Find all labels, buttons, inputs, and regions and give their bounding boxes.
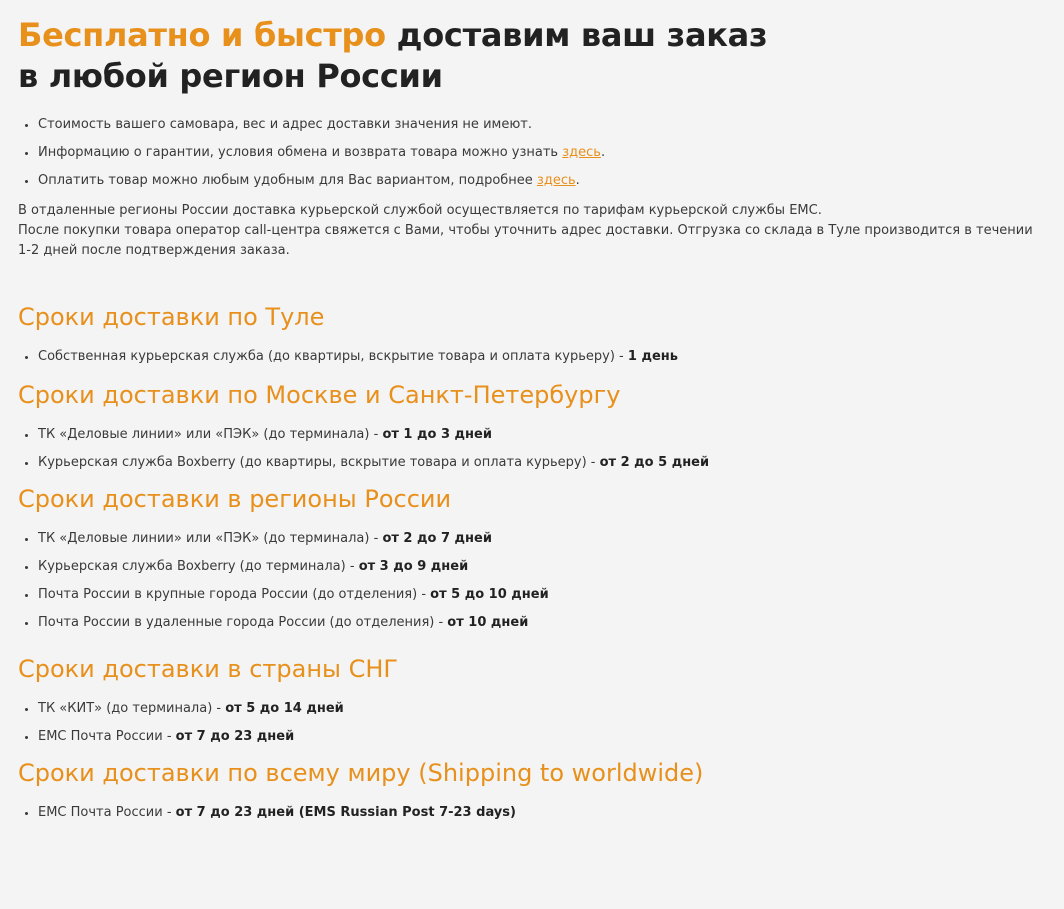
delivery-sections xyxy=(18,302,1046,821)
section-title: Сроки доставки в регионы России xyxy=(18,485,452,513)
delivery-method: Почта России в крупные города России (до отделения) - xyxy=(38,587,431,602)
delivery-term: от 7 до 23 дней (EMS Russian Post 7-23 days) xyxy=(175,805,516,820)
delivery-term: от 5 до 10 дней xyxy=(430,587,549,602)
section-title: Сроки доставки по Москве и Санкт-Петербургу xyxy=(18,381,621,409)
intro-list xyxy=(18,117,1046,189)
delivery-method: ТК «КИТ» (до терминала) - xyxy=(38,701,226,716)
delivery-term: от 7 до 23 дней xyxy=(175,729,295,744)
title-accent: Бесплатно и быстро xyxy=(18,16,386,54)
section-title: Сроки доставки по Туле xyxy=(18,303,325,331)
delivery-method: Курьерская служба Boxberry (до терминала) - xyxy=(38,559,359,574)
delivery-item xyxy=(38,349,1046,365)
intro-item: • Стоимость вашего самовара, вес и адрес доставки значения не имеют. xyxy=(38,117,1046,133)
delivery-item xyxy=(38,729,1046,745)
delivery-item xyxy=(38,701,1046,717)
delivery-item xyxy=(38,587,1046,603)
delivery-method: Собственная курьерская служба (до квартиры, вскрытие товара и оплата курьеру) - xyxy=(38,349,628,364)
delivery-item xyxy=(38,805,1046,821)
section-list xyxy=(18,805,1046,821)
section-title: Сроки доставки по всему миру (Shipping to worldwide) xyxy=(18,759,704,787)
delivery-method: ЕМС Почта России - xyxy=(38,805,176,820)
title-line2: в любой регион России xyxy=(18,57,443,95)
delivery-method: ТК «Деловые линии» или «ПЭК» (до терминала) - xyxy=(38,427,383,442)
section-title: Сроки доставки в страны СНГ xyxy=(18,655,399,683)
delivery-item xyxy=(38,615,1046,631)
warranty-link[interactable]: здесь xyxy=(562,145,601,160)
delivery-method: ЕМС Почта России - xyxy=(38,729,176,744)
intro-item: • Информацию о гарантии, условия обмена и возврата товара можно узнать здесь. xyxy=(38,145,1046,161)
delivery-item xyxy=(38,559,1046,575)
section-list xyxy=(18,349,1046,365)
intro-item: • Оплатить товар можно любым удобным для Вас вариантом, подробнее здесь. xyxy=(38,173,1046,189)
delivery-item xyxy=(38,455,1046,471)
delivery-term: 1 день xyxy=(627,349,678,364)
payment-link[interactable]: здесь xyxy=(536,173,576,188)
delivery-method: Курьерская служба Boxberry (до квартиры, вскрытие товара и оплата курьеру) - xyxy=(38,455,600,470)
section-list xyxy=(18,701,1046,745)
title-rest: доставим ваш заказ xyxy=(385,16,768,54)
delivery-term: от 2 до 5 дней xyxy=(599,455,710,470)
delivery-item xyxy=(38,531,1046,547)
delivery-method: ТК «Деловые линии» или «ПЭК» (до терминала) - xyxy=(38,531,383,546)
delivery-method: Почта России в удаленные города России (до отделения) - xyxy=(38,615,448,630)
delivery-term: от 1 до 3 дней xyxy=(382,427,492,442)
paragraph-ems: В отдаленные регионы России доставка курьерской службой осуществляется по тарифам курьерской службы ЕМС. xyxy=(18,203,822,218)
delivery-term: от 3 до 9 дней xyxy=(358,559,469,574)
page-title xyxy=(18,0,1046,97)
delivery-term: от 2 до 7 дней xyxy=(382,531,492,546)
delivery-item xyxy=(38,427,1046,443)
paragraph-callcenter: После покупки товара оператор call-центра свяжется с Вами, чтобы уточнить адрес доставки. Отгрузка со склада в Туле производится в течении 1-2 дней после подтверждения заказа. xyxy=(18,223,1033,258)
section-list xyxy=(18,531,1046,631)
delivery-term: от 5 до 14 дней xyxy=(225,701,344,716)
delivery-term: от 10 дней xyxy=(447,615,529,630)
section-list xyxy=(18,427,1046,471)
